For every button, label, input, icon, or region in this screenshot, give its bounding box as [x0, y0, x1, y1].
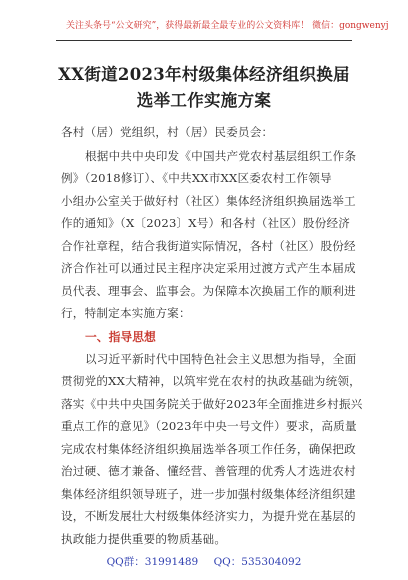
footer-contact: QQ群：31991489 QQ：535304092	[106, 556, 302, 568]
intro-line: 济合作社可以通过民主程序决定采用过渡方式产生本届成	[61, 261, 356, 275]
document-title-line-2: 选举工作实施方案	[136, 91, 272, 110]
intro-line: 小组办公室关于做好村（社区）集体经济组织换届选举工	[61, 194, 356, 208]
section-line: 治过硬、德才兼备、懂经营、善管理的优秀人才选进农村	[61, 464, 356, 478]
header-banner-text: 关注头条号“公文研究”，获得最新最全最专业的公文资料库！ 微信：gongwenyj	[66, 21, 389, 31]
section-line: 落实《中共中央国务院关于做好2023年全面推进乡村振兴	[61, 397, 363, 411]
section-line: 重点工作的意见》（2023年中央一号文件）要求，高质量	[61, 419, 357, 433]
intro-line: 根据中共中央印发《中国共产党农村基层组织工作条	[85, 149, 357, 163]
section-line: 设，不断发展壮大村级集体经济实力，为提升党在基层的	[61, 509, 356, 523]
intro-line: 合作社章程，结合我街道实际情况，各村（社区）股份经	[61, 239, 356, 253]
salutation: 各村（居）党组织，村（居）民委员会：	[61, 125, 274, 139]
section-line: 执政能力提供重要的物质基础。	[61, 532, 227, 546]
intro-line: 例》（2018修订）、《中共XX市XX区委农村工作领导	[61, 171, 332, 185]
document-title-line-1: XX街道2023年村级集体经济组织换届	[58, 65, 350, 84]
section-line: 以习近平新时代中国特色社会主义思想为指导，全面	[85, 352, 357, 366]
section-line: 集体经济组织领导班子，进一步加强村级集体经济组织建	[61, 487, 356, 501]
intro-line: 行，特制定本实施方案：	[61, 306, 191, 320]
intro-line: 作的通知》（X〔2023〕X号）和各村（社区）股份经济	[61, 216, 351, 230]
intro-line: 员代表、理事会、监事会。为保障本次换届工作的顺利进	[61, 284, 356, 298]
section-heading-guiding-thought: 一、指导思想	[85, 330, 156, 344]
section-line: 贯彻党的XX大精神，以筑牢党在农村的执政基础为统领，	[61, 374, 361, 388]
header-banner	[56, 13, 389, 41]
section-line: 完成农村集体经济组织换届选举各项工作任务，确保把政	[61, 442, 356, 456]
